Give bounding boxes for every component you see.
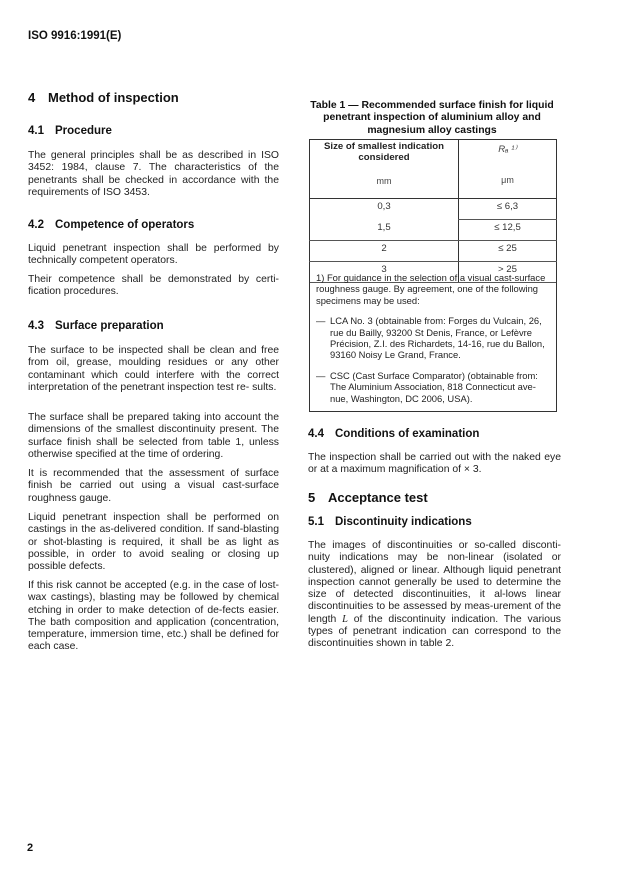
document-id: ISO 9916:1991(E): [28, 30, 122, 42]
table-cell: 2: [310, 241, 459, 262]
paragraph: Liquid penetrant inspection shall be performed on castings in the as-delivered condition. If sand-blasting or shot-blasting is required, it shall be as light as possible, in order to avoid sealing or closing up possible defects.: [28, 512, 279, 573]
header-unit: μm: [501, 175, 514, 185]
section-4-4-heading: [308, 428, 479, 440]
paragraph: The surface to be inspected shall be clean and free from oil, grease, moulding residues or any other contaminant which could interfere with the correct interpretation of the penetrant inspection test re- sults.: [28, 345, 279, 393]
table-row: [310, 241, 557, 262]
section-title: Surface preparation: [55, 320, 164, 332]
section-number: 4.1: [28, 125, 44, 137]
page-number: 2: [27, 842, 34, 854]
paragraph: Liquid penetrant inspection shall be performed by technically competent operators.: [28, 243, 279, 267]
footnote-item-text: LCA No. 3 (obtainable from: Forges du Vulcain, 26, rue du Bailly, 93200 St Denis, France, or Lefèvre Précision, Z.I. des Richardets, 14-16, rue du Ballon, 93160 Noisy Le Grand, France.: [330, 315, 545, 361]
footnote-item: [316, 370, 548, 404]
section-title: Conditions of examination: [335, 428, 480, 440]
section-number: 4.3: [28, 320, 44, 332]
paragraph: It is recommended that the assessment of surface finish be carried out using a visual cast-surface roughness gauge.: [28, 468, 279, 504]
section-number: 5.1: [308, 516, 324, 528]
header-label: Size of smallest indication considered: [324, 141, 444, 163]
table-header-row: [310, 140, 557, 199]
paragraph-text: of the discontinuity indication. The various types of penetrant indication can correspond to the discontinuities shown in table 2.: [308, 613, 561, 650]
section-4-heading: [28, 90, 179, 105]
table-cell: ≤ 12,5: [459, 220, 557, 241]
section-title: Method of inspection: [48, 90, 179, 105]
footnote-item: [316, 315, 548, 361]
table-1-footnote: [309, 262, 557, 412]
paragraph: The inspection shall be carried out with the naked eye or at a maximum magnification of × 3.: [308, 452, 561, 476]
paragraph: [308, 540, 561, 651]
table-cell: 1,5: [310, 220, 459, 241]
table-row: [310, 199, 557, 220]
section-number: 5: [308, 490, 316, 505]
section-4-3-heading: [28, 320, 164, 332]
header-unit: mm: [376, 176, 392, 186]
section-number: 4: [28, 90, 36, 105]
table-cell: ≤ 25: [459, 241, 557, 262]
dash-bullet: —: [316, 315, 326, 327]
header-label: Rₐ ¹⁾: [498, 144, 517, 155]
header-size: [310, 140, 459, 199]
section-5-1-heading: [308, 516, 472, 528]
footnote-item-text: CSC (Cast Surface Comparator) (obtainable from: The Aluminium Association, 818 Connecticut ave-nue, Washington, DC 2006, USA).: [330, 369, 538, 404]
section-number: 4.2: [28, 219, 44, 231]
paragraph: If this risk cannot be accepted (e.g. in the case of lost-wax castings), blasting may be followed by chemical etching in order to make detection of de-fects easier. The bath composition and application (concentration, temperature, immersion time, etc.) shall be defined for each case.: [28, 580, 279, 653]
section-title: Competence of operators: [55, 219, 195, 231]
section-4-1-heading: [28, 125, 112, 137]
paragraph: The general principles shall be as described in ISO 3452: 1984, clause 7. The characteristics of the penetrants shall be checked in accordance with the requirements of ISO 3453.: [28, 150, 279, 198]
table-row: [310, 220, 557, 241]
section-4-2-heading: [28, 219, 194, 231]
section-5-heading: [308, 490, 428, 505]
footnote-intro: 1) For guidance in the selection of a visual cast-surface roughness gauge. By agreement, one of the following specimens may be used:: [316, 272, 546, 306]
header-ra: [459, 140, 557, 199]
length-variable: L: [342, 613, 348, 625]
section-title: Acceptance test: [328, 490, 428, 505]
table-cell: 3: [310, 262, 459, 283]
section-title: Procedure: [55, 125, 112, 137]
paragraph: Their competence shall be demonstrated by certi- fication procedures.: [28, 274, 279, 298]
dash-bullet: —: [316, 369, 326, 381]
section-title: Discontinuity indications: [335, 516, 472, 528]
table-cell: 0,3: [377, 201, 391, 212]
table-cell: > 25: [459, 262, 557, 283]
section-number: 4.4: [308, 428, 324, 440]
table-cell: ≤ 6,3: [459, 199, 557, 220]
paragraph-text: The images of discontinuities or so-called disconti-nuity indications may be non-linear (isolated or clustered), aligned or linear. Although liquid penetrant inspection cannot generally be used to determine the size of detected discontinuities, it al-lows linear discontinuities to be assessed by meas-urement of the length: [308, 540, 561, 625]
paragraph: The surface shall be prepared taking into account the dimensions of the smallest discontinuity present. The surface finish shall be selected from table 1, unless otherwise specified at the time of ordering.: [28, 412, 279, 460]
table-1-caption: Table 1 — Recommended surface finish for liquid penetrant inspection of aluminium alloy and magnesium alloy castings: [310, 100, 554, 136]
